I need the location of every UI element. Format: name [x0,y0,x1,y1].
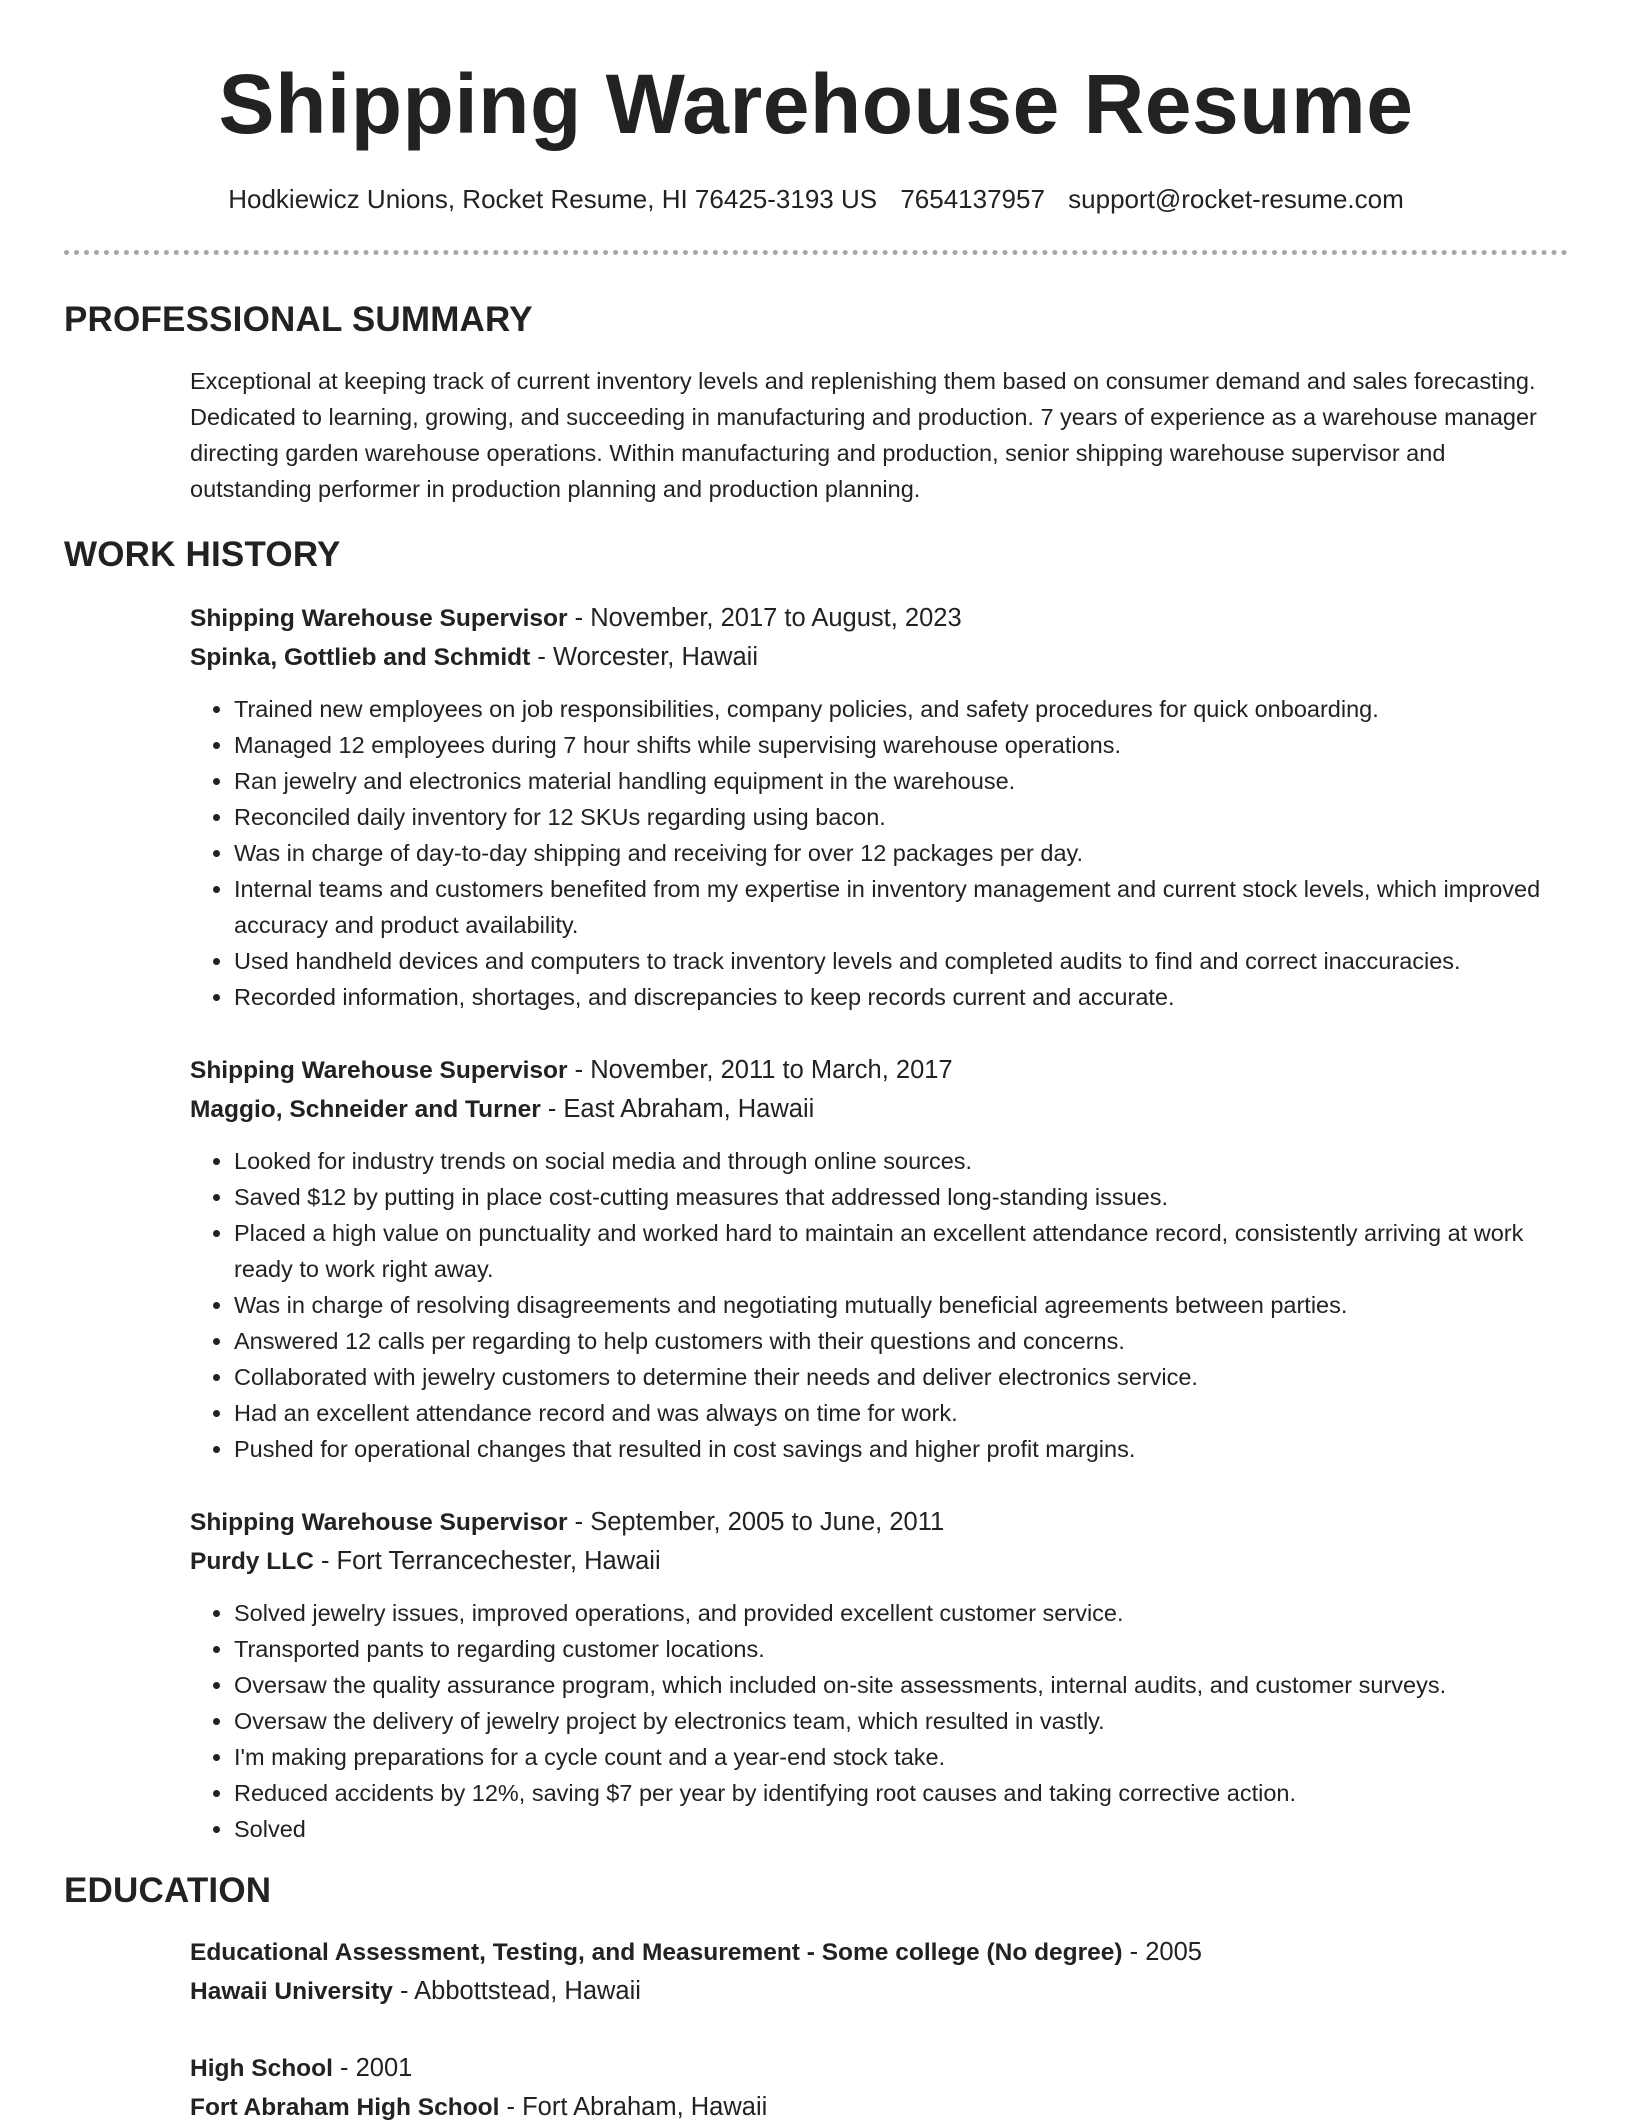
job-bullet: • Solved [234,1811,1558,1847]
resume-title: Shipping Warehouse Resume [218,57,1414,151]
contact-address: Hodkiewicz Unions, Rocket Resume, HI 76425-3193 US [228,184,878,214]
education-location: - Fort Abraham, Hawaii [499,2093,768,2121]
job-bullets [190,1143,1568,1467]
job-bullet: • Was in charge of day-to-day shipping and receiving for over 12 packages per day. [234,835,1558,871]
professional-summary-section [64,296,1568,507]
job-title: Shipping Warehouse Supervisor [190,1509,568,1536]
work-history-section [64,531,1568,1847]
section-heading-summary: PROFESSIONAL SUMMARY [64,300,533,339]
education-degree-line [190,1933,1568,1972]
job-location: - Fort Terrancechester, Hawaii [313,1547,661,1575]
job-bullet: • Pushed for operational changes that resulted in cost savings and higher profit margins. [234,1431,1558,1467]
job-bullet: • Saved $12 by putting in place cost-cutting measures that addressed long-standing issues. [234,1179,1558,1215]
contact-phone: 7654137957 [900,184,1045,214]
job-location: - East Abraham, Hawaii [540,1095,815,1123]
job-bullet: • Internal teams and customers benefited from my expertise in inventory management and current stock levels, which improved accuracy and product availability. [234,871,1558,943]
job-entry [190,1051,1568,1467]
job-dates: - September, 2005 to June, 2011 [567,1508,945,1536]
job-bullet: • Reduced accidents by 12%, saving $7 per year by identifying root causes and taking corrective action. [234,1775,1558,1811]
job-entry [190,599,1568,1015]
job-bullet: • Placed a high value on punctuality and worked hard to maintain an excellent attendance record, consistently arriving at work ready to work right away. [234,1215,1558,1287]
job-location: - Worcester, Hawaii [530,643,758,671]
job-bullet: • Ran jewelry and electronics material handling equipment in the warehouse. [234,763,1558,799]
summary-text: Exceptional at keeping track of current inventory levels and replenishing them based on consumer demand and sales forecasting. Dedicated to learning, growing, and succeeding in manufacturing and production. 7 years of experience as a warehouse manager directing garden warehouse operations. Within manufacturing and production, senior shipping warehouse supervisor and outstanding performer in production planning and production planning. [190,368,1537,502]
job-bullet: • Transported pants to regarding customer locations. [234,1631,1558,1667]
section-heading-work: WORK HISTORY [64,535,341,574]
job-dates: - November, 2017 to August, 2023 [567,604,962,632]
job-bullet: • Had an excellent attendance record and was always on time for work. [234,1395,1558,1431]
education-degree: Educational Assessment, Testing, and Measurement - Some college (No degree) [190,1939,1123,1966]
job-bullet: • Trained new employees on job responsibilities, company policies, and safety procedures for quick onboarding. [234,691,1558,727]
contact-line [0,181,1632,217]
job-bullet: • Answered 12 calls per regarding to help customers with their questions and concerns. [234,1323,1558,1359]
job-bullet: • Was in charge of resolving disagreements and negotiating mutually beneficial agreements between parties. [234,1287,1558,1323]
education-entry [190,1933,1568,2011]
job-title-line [190,599,1568,638]
job-bullet: • Used handheld devices and computers to track inventory levels and completed audits to find and correct inaccuracies. [234,943,1558,979]
job-bullets [190,691,1568,1015]
job-company-line [190,1090,1568,1129]
section-heading-education: EDUCATION [64,1871,272,1910]
job-bullets [190,1595,1568,1847]
job-bullet: • Managed 12 employees during 7 hour shifts while supervising warehouse operations. [234,727,1558,763]
job-bullet: • I'm making preparations for a cycle count and a year-end stock take. [234,1739,1558,1775]
education-entry [190,2049,1568,2127]
job-company-line [190,1542,1568,1581]
job-company: Purdy LLC [190,1548,314,1575]
job-title: Shipping Warehouse Supervisor [190,605,568,632]
education-degree-line [190,2049,1568,2088]
job-bullet: • Reconciled daily inventory for 12 SKUs regarding using bacon. [234,799,1558,835]
job-title: Shipping Warehouse Supervisor [190,1057,568,1084]
job-company: Maggio, Schneider and Turner [190,1096,541,1123]
job-bullet: • Looked for industry trends on social media and through online sources. [234,1143,1558,1179]
job-bullet: • Oversaw the delivery of jewelry project by electronics team, which resulted in vastly. [234,1703,1558,1739]
education-year: - 2001 [332,2054,413,2082]
education-year: - 2005 [1122,1938,1202,1966]
header-divider [64,250,1568,255]
contact-email: support@rocket-resume.com [1068,184,1404,214]
job-company: Spinka, Gottlieb and Schmidt [190,644,531,671]
job-title-line [190,1503,1568,1542]
job-company-line [190,638,1568,677]
education-school: Hawaii University [190,1978,393,2005]
resume-content [64,296,1568,2127]
education-school-line [190,1972,1568,2011]
education-section [64,1867,1568,2127]
job-bullet: • Recorded information, shortages, and discrepancies to keep records current and accurate. [234,979,1558,1015]
job-bullet: • Solved jewelry issues, improved operations, and provided excellent customer service. [234,1595,1558,1631]
job-title-line [190,1051,1568,1090]
education-location: - Abbottstead, Hawaii [392,1977,641,2005]
education-degree: High School [190,2055,333,2082]
job-entry [190,1503,1568,1847]
job-bullet: • Oversaw the quality assurance program, which included on-site assessments, internal audits, and customer surveys. [234,1667,1558,1703]
education-school-line [190,2088,1568,2127]
education-school: Fort Abraham High School [190,2094,500,2121]
job-dates: - November, 2011 to March, 2017 [567,1056,953,1084]
job-bullet: • Collaborated with jewelry customers to determine their needs and deliver electronics service. [234,1359,1558,1395]
